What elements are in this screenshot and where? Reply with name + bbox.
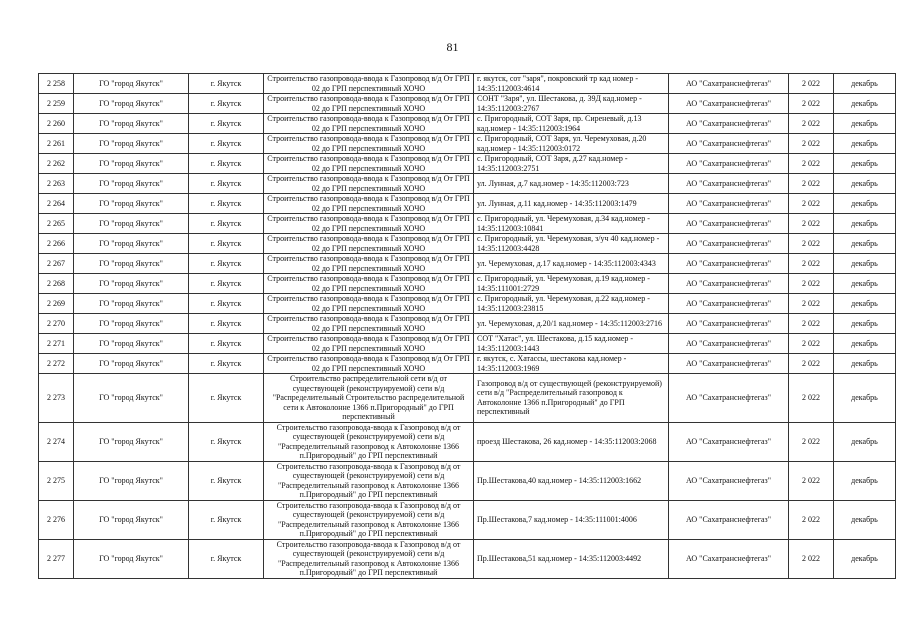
row-number: 2 273 <box>39 374 74 423</box>
year-cell: 2 022 <box>789 500 834 539</box>
object-name-cell: Строительство газопровода-ввода к Газопровод в/д От ГРП 02 до ГРП перспективный ХОЧО <box>264 114 474 134</box>
month-cell: декабрь <box>834 154 896 174</box>
month-cell: декабрь <box>834 234 896 254</box>
municipality-cell: ГО "город Якутск" <box>74 74 189 94</box>
address-cell: Пр.Шестакова,51 кад.номер - 14:35:112003:4492 <box>474 539 669 578</box>
object-name-cell: Строительство газопровода-ввода к Газопровод в/д От ГРП 02 до ГРП перспективный ХОЧО <box>264 254 474 274</box>
municipality-cell: ГО "город Якутск" <box>74 194 189 214</box>
executor-cell: АО "Сахатранснефтегаз" <box>669 114 789 134</box>
municipality-cell: ГО "город Якутск" <box>74 114 189 134</box>
table-row <box>39 539 896 578</box>
row-number: 2 261 <box>39 134 74 154</box>
address-cell: с. Пригородный, ул. Черемуховая, д.34 кад.номер - 14:35:112003:10841 <box>474 214 669 234</box>
month-cell: декабрь <box>834 334 896 354</box>
month-cell: декабрь <box>834 214 896 234</box>
year-cell: 2 022 <box>789 74 834 94</box>
address-cell: с. Пригородный, ул. Черемуховая, д.22 кад.номер - 14:35:112003:23815 <box>474 294 669 314</box>
municipality-cell: ГО "город Якутск" <box>74 174 189 194</box>
row-number: 2 270 <box>39 314 74 334</box>
object-name-cell: Строительство газопровода-ввода к Газопровод в/д от существующей (реконструируемой) сети в/д "Распределительный газопровод к Автоколонне 1366 п.Пригородный" до ГРП перспективный <box>264 422 474 461</box>
municipality-cell: ГО "город Якутск" <box>74 234 189 254</box>
table-row <box>39 314 896 334</box>
executor-cell: АО "Сахатранснефтегаз" <box>669 234 789 254</box>
row-number: 2 269 <box>39 294 74 314</box>
address-cell: с. Пригородный, СОТ Заря, ул. Черемуховая, д.20 кад.номер - 14:35:112003:0172 <box>474 134 669 154</box>
executor-cell: АО "Сахатранснефтегаз" <box>669 214 789 234</box>
year-cell: 2 022 <box>789 374 834 423</box>
executor-cell: АО "Сахатранснефтегаз" <box>669 134 789 154</box>
table-row <box>39 94 896 114</box>
row-number: 2 262 <box>39 154 74 174</box>
gasification-table <box>38 73 896 579</box>
month-cell: декабрь <box>834 274 896 294</box>
settlement-cell: г. Якутск <box>189 274 264 294</box>
address-cell: ул. Лунная, д.7 кад.номер - 14:35:112003:723 <box>474 174 669 194</box>
executor-cell: АО "Сахатранснефтегаз" <box>669 194 789 214</box>
settlement-cell: г. Якутск <box>189 234 264 254</box>
table-row <box>39 500 896 539</box>
month-cell: декабрь <box>834 94 896 114</box>
municipality-cell: ГО "город Якутск" <box>74 374 189 423</box>
month-cell: декабрь <box>834 134 896 154</box>
table-row <box>39 214 896 234</box>
row-number: 2 271 <box>39 334 74 354</box>
address-cell: ул. Черемуховая, д.20/1 кад.номер - 14:35:112003:2716 <box>474 314 669 334</box>
settlement-cell: г. Якутск <box>189 334 264 354</box>
object-name-cell: Строительство газопровода-ввода к Газопровод в/д От ГРП 02 до ГРП перспективный ХОЧО <box>264 94 474 114</box>
year-cell: 2 022 <box>789 539 834 578</box>
municipality-cell: ГО "город Якутск" <box>74 254 189 274</box>
address-cell: с. Пригородный, СОТ Заря, пр. Сиреневый, д.13 кад.номер - 14:35:112003:1964 <box>474 114 669 134</box>
row-number: 2 275 <box>39 461 74 500</box>
executor-cell: АО "Сахатранснефтегаз" <box>669 334 789 354</box>
municipality-cell: ГО "город Якутск" <box>74 354 189 374</box>
object-name-cell: Строительство газопровода-ввода к Газопровод в/д От ГРП 02 до ГРП перспективный ХОЧО <box>264 334 474 354</box>
executor-cell: АО "Сахатранснефтегаз" <box>669 461 789 500</box>
address-cell: проезд Шестакова, 26 кад.номер - 14:35:112003:2068 <box>474 422 669 461</box>
executor-cell: АО "Сахатранснефтегаз" <box>669 94 789 114</box>
year-cell: 2 022 <box>789 274 834 294</box>
settlement-cell: г. Якутск <box>189 154 264 174</box>
address-cell: г. якутск, сот "заря", покровский тр кад номер - 14:35:112003:4614 <box>474 74 669 94</box>
table-row <box>39 194 896 214</box>
settlement-cell: г. Якутск <box>189 214 264 234</box>
object-name-cell: Строительство газопровода-ввода к Газопровод в/д От ГРП 02 до ГРП перспективный ХОЧО <box>264 194 474 214</box>
address-cell: Пр.Шестакова,40 кад.номер - 14:35:112003:1662 <box>474 461 669 500</box>
settlement-cell: г. Якутск <box>189 500 264 539</box>
settlement-cell: г. Якутск <box>189 74 264 94</box>
year-cell: 2 022 <box>789 214 834 234</box>
object-name-cell: Строительство газопровода-ввода к Газопровод в/д От ГРП 02 до ГРП перспективный ХОЧО <box>264 214 474 234</box>
municipality-cell: ГО "город Якутск" <box>74 334 189 354</box>
object-name-cell: Строительство газопровода-ввода к Газопровод в/д От ГРП 02 до ГРП перспективный ХОЧО <box>264 274 474 294</box>
municipality-cell: ГО "город Якутск" <box>74 94 189 114</box>
object-name-cell: Строительство газопровода-ввода к Газопровод в/д От ГРП 02 до ГРП перспективный ХОЧО <box>264 134 474 154</box>
month-cell: декабрь <box>834 294 896 314</box>
month-cell: декабрь <box>834 174 896 194</box>
object-name-cell: Строительство газопровода-ввода к Газопровод в/д От ГРП 02 до ГРП перспективный ХОЧО <box>264 294 474 314</box>
executor-cell: АО "Сахатранснефтегаз" <box>669 294 789 314</box>
table-row <box>39 334 896 354</box>
table-row <box>39 461 896 500</box>
object-name-cell: Строительство распределительной сети в/д от существующей (реконструируемой) сети в/д "Распределительный Строительство распределительной сети к Автоколонне 1366 п.Пригородный" до ГРП перспективный <box>264 374 474 423</box>
executor-cell: АО "Сахатранснефтегаз" <box>669 254 789 274</box>
settlement-cell: г. Якутск <box>189 461 264 500</box>
month-cell: декабрь <box>834 354 896 374</box>
table-row <box>39 254 896 274</box>
month-cell: декабрь <box>834 114 896 134</box>
year-cell: 2 022 <box>789 174 834 194</box>
row-number: 2 274 <box>39 422 74 461</box>
executor-cell: АО "Сахатранснефтегаз" <box>669 314 789 334</box>
settlement-cell: г. Якутск <box>189 422 264 461</box>
row-number: 2 260 <box>39 114 74 134</box>
object-name-cell: Строительство газопровода-ввода к Газопровод в/д От ГРП 02 до ГРП перспективный ХОЧО <box>264 174 474 194</box>
municipality-cell: ГО "город Якутск" <box>74 500 189 539</box>
municipality-cell: ГО "город Якутск" <box>74 314 189 334</box>
settlement-cell: г. Якутск <box>189 94 264 114</box>
executor-cell: АО "Сахатранснефтегаз" <box>669 154 789 174</box>
table-row <box>39 74 896 94</box>
year-cell: 2 022 <box>789 234 834 254</box>
row-number: 2 272 <box>39 354 74 374</box>
row-number: 2 268 <box>39 274 74 294</box>
address-cell: Пр.Шестакова,7 кад.номер - 14:35:111001:4006 <box>474 500 669 539</box>
table-body <box>39 74 896 579</box>
year-cell: 2 022 <box>789 94 834 114</box>
municipality-cell: ГО "город Якутск" <box>74 422 189 461</box>
executor-cell: АО "Сахатранснефтегаз" <box>669 374 789 423</box>
table-row <box>39 274 896 294</box>
month-cell: декабрь <box>834 422 896 461</box>
row-number: 2 277 <box>39 539 74 578</box>
address-cell: СОТ "Хатас", ул. Шестакова, д.15 кад.номер - 14:35:112003:1443 <box>474 334 669 354</box>
address-cell: ул. Лунная, д.11 кад.номер - 14:35:112003:1479 <box>474 194 669 214</box>
executor-cell: АО "Сахатранснефтегаз" <box>669 174 789 194</box>
year-cell: 2 022 <box>789 154 834 174</box>
address-cell: с. Пригородный, СОТ Заря, д.27 кад.номер - 14:35:112003:2751 <box>474 154 669 174</box>
row-number: 2 263 <box>39 174 74 194</box>
row-number: 2 265 <box>39 214 74 234</box>
settlement-cell: г. Якутск <box>189 539 264 578</box>
address-cell: с. Пригородный, ул. Черемуховая, з/уч 40 кад.номер - 14:35:112003:4428 <box>474 234 669 254</box>
month-cell: декабрь <box>834 194 896 214</box>
municipality-cell: ГО "город Якутск" <box>74 294 189 314</box>
month-cell: декабрь <box>834 500 896 539</box>
address-cell: г. якутск, с. Хатассы, шестакова кад.номер - 14:35:112003:1969 <box>474 354 669 374</box>
page-number: 81 <box>446 40 459 54</box>
object-name-cell: Строительство газопровода-ввода к Газопровод в/д От ГРП 02 до ГРП перспективный ХОЧО <box>264 74 474 94</box>
year-cell: 2 022 <box>789 294 834 314</box>
municipality-cell: ГО "город Якутск" <box>74 274 189 294</box>
municipality-cell: ГО "город Якутск" <box>74 214 189 234</box>
row-number: 2 264 <box>39 194 74 214</box>
row-number: 2 266 <box>39 234 74 254</box>
month-cell: декабрь <box>834 461 896 500</box>
object-name-cell: Строительство газопровода-ввода к Газопровод в/д От ГРП 02 до ГРП перспективный ХОЧО <box>264 354 474 374</box>
object-name-cell: Строительство газопровода-ввода к Газопровод в/д От ГРП 02 до ГРП перспективный ХОЧО <box>264 314 474 334</box>
address-cell: Газопровод в/д от существующей (реконструируемой) сети в/д "Распределительный газопровод к Автоколонне 1366 п.Пригородный" до ГРП перспективный <box>474 374 669 423</box>
municipality-cell: ГО "город Якутск" <box>74 461 189 500</box>
executor-cell: АО "Сахатранснефтегаз" <box>669 74 789 94</box>
table-row <box>39 154 896 174</box>
municipality-cell: ГО "город Якутск" <box>74 154 189 174</box>
year-cell: 2 022 <box>789 254 834 274</box>
settlement-cell: г. Якутск <box>189 134 264 154</box>
table-row <box>39 294 896 314</box>
settlement-cell: г. Якутск <box>189 114 264 134</box>
table-row <box>39 422 896 461</box>
row-number: 2 267 <box>39 254 74 274</box>
address-cell: с. Пригородный, ул. Черемуховая, д.19 кад.номер - 14:35:111001:2729 <box>474 274 669 294</box>
year-cell: 2 022 <box>789 461 834 500</box>
executor-cell: АО "Сахатранснефтегаз" <box>669 500 789 539</box>
table-row <box>39 374 896 423</box>
table-row <box>39 174 896 194</box>
row-number: 2 259 <box>39 94 74 114</box>
year-cell: 2 022 <box>789 314 834 334</box>
settlement-cell: г. Якутск <box>189 254 264 274</box>
executor-cell: АО "Сахатранснефтегаз" <box>669 422 789 461</box>
address-cell: ул. Черемуховая, д.17 кад.номер - 14:35:112003:4343 <box>474 254 669 274</box>
year-cell: 2 022 <box>789 422 834 461</box>
settlement-cell: г. Якутск <box>189 374 264 423</box>
year-cell: 2 022 <box>789 194 834 214</box>
month-cell: декабрь <box>834 314 896 334</box>
row-number: 2 276 <box>39 500 74 539</box>
table-row <box>39 354 896 374</box>
object-name-cell: Строительство газопровода-ввода к Газопровод в/д От ГРП 02 до ГРП перспективный ХОЧО <box>264 234 474 254</box>
month-cell: декабрь <box>834 374 896 423</box>
month-cell: декабрь <box>834 74 896 94</box>
object-name-cell: Строительство газопровода-ввода к Газопровод в/д От ГРП 02 до ГРП перспективный ХОЧО <box>264 154 474 174</box>
year-cell: 2 022 <box>789 334 834 354</box>
municipality-cell: ГО "город Якутск" <box>74 134 189 154</box>
settlement-cell: г. Якутск <box>189 174 264 194</box>
month-cell: декабрь <box>834 254 896 274</box>
executor-cell: АО "Сахатранснефтегаз" <box>669 539 789 578</box>
object-name-cell: Строительство газопровода-ввода к Газопровод в/д от существующей (реконструируемой) сети в/д "Распределительный газопровод к Автоколонне 1366 п.Пригородный" до ГРП перспективный <box>264 500 474 539</box>
address-cell: СОНТ "Заря", ул. Шестакова, д. 39Д кад.номер - 14:35:112003:2767 <box>474 94 669 114</box>
table-row <box>39 234 896 254</box>
settlement-cell: г. Якутск <box>189 314 264 334</box>
month-cell: декабрь <box>834 539 896 578</box>
executor-cell: АО "Сахатранснефтегаз" <box>669 274 789 294</box>
executor-cell: АО "Сахатранснефтегаз" <box>669 354 789 374</box>
municipality-cell: ГО "город Якутск" <box>74 539 189 578</box>
table-row <box>39 114 896 134</box>
table-row <box>39 134 896 154</box>
year-cell: 2 022 <box>789 354 834 374</box>
row-number: 2 258 <box>39 74 74 94</box>
settlement-cell: г. Якутск <box>189 354 264 374</box>
settlement-cell: г. Якутск <box>189 294 264 314</box>
year-cell: 2 022 <box>789 114 834 134</box>
object-name-cell: Строительство газопровода-ввода к Газопровод в/д от существующей (реконструируемой) сети в/д "Распределительный газопровод к Автоколонне 1366 п.Пригородный" до ГРП перспективный <box>264 539 474 578</box>
object-name-cell: Строительство газопровода-ввода к Газопровод в/д от существующей (реконструируемой) сети в/д "Распределительный газопровод к Автоколонне 1366 п.Пригородный" до ГРП перспективный <box>264 461 474 500</box>
year-cell: 2 022 <box>789 134 834 154</box>
settlement-cell: г. Якутск <box>189 194 264 214</box>
